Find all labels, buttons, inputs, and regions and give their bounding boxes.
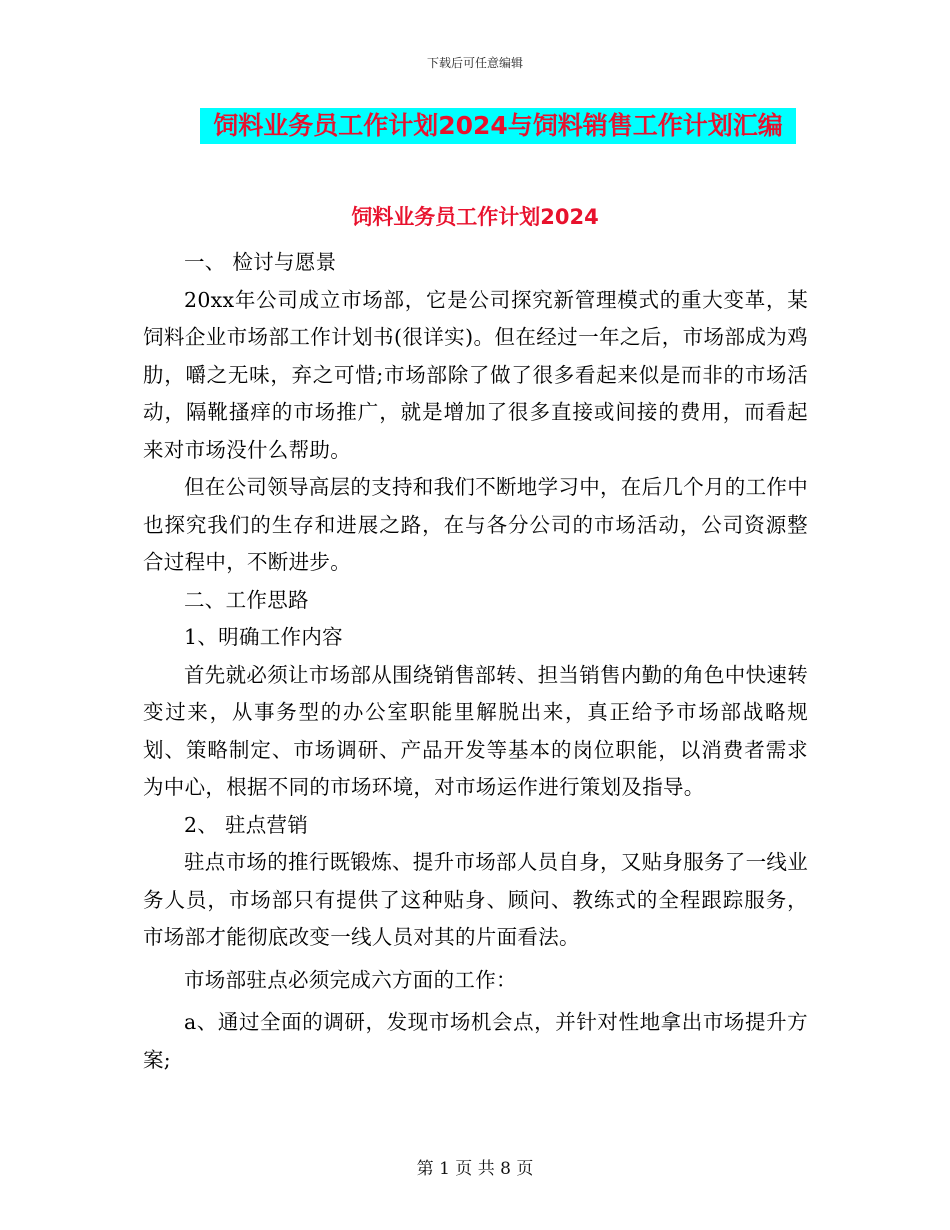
paragraph-4: 驻点市场的推行既锻炼、提升市场部人员自身，又贴身服务了一线业务人员，市场部只有提供了这种贴身、顾问、教练式的全程跟踪服务，市场部才能彻底改变一线人员对其的片面看法。 (143, 850, 808, 949)
sub-title: 饲料业务员工作计划2024 (351, 205, 599, 229)
header-note: 下载后可任意编辑 (426, 56, 523, 70)
paragraph-1: 20xx年公司成立市场部，它是公司探究新管理模式的重大变革，某饲料企业市场部工作计划书(很详实)。但在经过一年之后，市场部成为鸡肋，嚼之无味，弃之可惜;市场部除了做了很多看起来似是而非的市场活动，隔靴搔痒的市场推广，就是增加了很多直接或间接的费用，而看起来对市场没什么帮助。 (143, 287, 808, 462)
subheading-work-content: 1、明确工作内容 (184, 625, 343, 649)
main-title-highlight (200, 108, 796, 144)
document-body (143, 244, 808, 1079)
page-footer: 第 1 页 共 8 页 (416, 1159, 534, 1179)
section-heading-review: 一、 检讨与愿景 (184, 250, 337, 274)
subheading-on-site-marketing: 2、 驻点营销 (184, 812, 309, 837)
paragraph-2: 但在公司领导高层的支持和我们不断地学习中，在后几个月的工作中也探究我们的生存和进展之路，在与各分公司的市场活动，公司资源整合过程中，不断进步。 (143, 475, 808, 574)
subheading-six-tasks: 市场部驻点必须完成六方面的工作： (184, 967, 517, 992)
main-title: 饲料业务员工作计划2024与饲料销售工作计划汇编 (213, 111, 783, 140)
section-heading-work-ideas: 二、工作思路 (184, 587, 309, 612)
paragraph-3: 首先就必须让市场部从围绕销售部转、担当销售内勤的角色中快速转变过来，从事务型的办公室职能里解脱出来，真正给予市场部战略规划、策略制定、市场调研、产品开发等基本的岗位职能，以消费者需求为中心，根据不同的市场环境，对市场运作进行策划及指导。 (143, 662, 808, 799)
paragraph-5: a、通过全面的调研，发现市场机会点，并针对性地拿出市场提升方案; (143, 1010, 808, 1072)
